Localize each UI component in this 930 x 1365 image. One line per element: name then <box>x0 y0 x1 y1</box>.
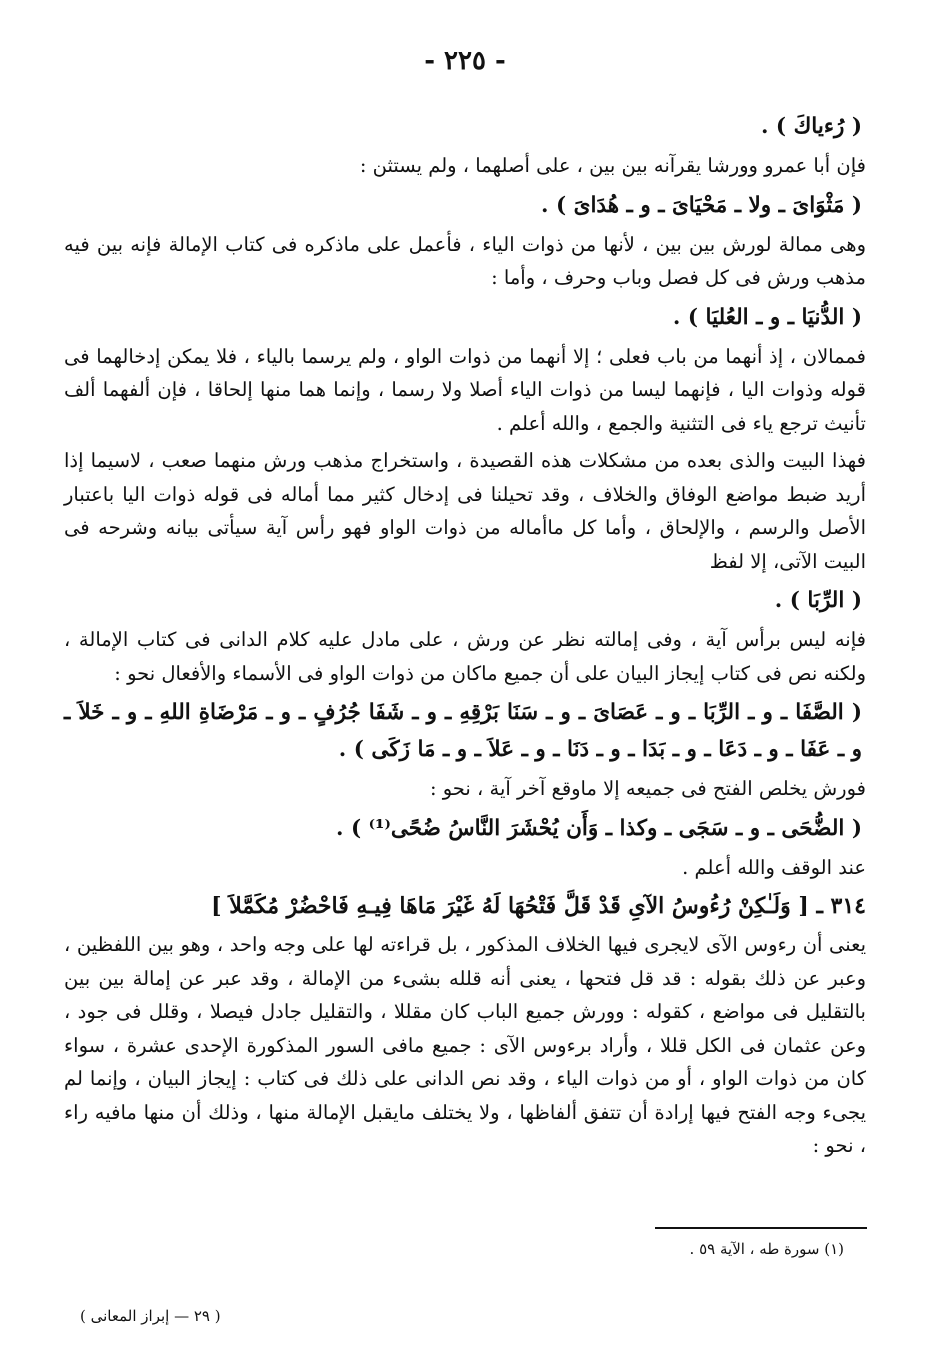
verse-314: ٣١٤ ـ [ وَلَـٰكِنْ رُءُوسُ الآىِ قَدْ قَلَّ فَتْحُهَا لَهُ غَيْرَ مَاهَا فِيـهِ فَاحْضُرْ مُكَمَّلاَ ] <box>211 893 866 919</box>
paragraph: فهذا البيت والذى بعده من مشكلات هذه القصيدة ، واستخراج مذهب ورش منهما صعب ، لاسيما إذا أريد ضبط مواضع الوفاق والخلاف ، وقد تحيلنا فى إدخال كثير مما أماله فى قوله ذوات اليا باعتبار الأصل والرسم ، والإلحاق ، وأما كل ماأماله من ذوات الواو فهو رأس آية سيأتى بيانه وشرحه فى البيت الآتى، إلا لفظ <box>64 449 867 573</box>
quran-quote: ( الضُّحَى ـ و ـ سَجَى ـ وكذا ـ وَأَن يُحْشَرَ النَّاسُ ضُحًى⁽¹⁾ ) . <box>335 815 862 841</box>
quran-quote: ( الدُّنيَا ـ و ـ العُليَا ) . <box>672 304 862 330</box>
paragraph: يعنى أن رءوس الآى لايجرى فيها الخلاف المذكور ، بل قراءته لها على وجه واحد ، وهو بين اللفظين ، وعبر عن ذلك بقوله : قد قل فتحها ، يعنى أنه قلله بشىء من الإمالة ، وقد عبر عن إمالة بين بين بالتقليل فى مواضع ، كقوله : وورش جميع الباب كان مقللا ، والتقليل جادل فيصلا ، وقلل فى جود ، وعن عثمان فى الكل قللا ، وأراد برءوس الآى : جميع مافى السور المذكورة الإحدى عشرة ، سواء كان من ذوات الواو ، أو من ذوات الياء ، وقد نص الدانى على ذلك فى كتاب : إيجاز البيان ، وإنما لم يجىء وجه الفتح فيها إرادة أن تتفق ألفاظها ، ولا يختلف مايقبل الإمالة منها ، وذلك أن منها مافيه راء ، نحو : <box>64 933 866 1157</box>
page-number: - ٢٢٥ - <box>424 46 506 76</box>
paragraph: فإنه ليس برأس آية ، وفى إمالته نظر عن ورش ، على مادل عليه كلام الدانى فى كتاب الإمالة ، ولكنه نص فى كتاب إيجاز البيان على أن جميع ماكان من ذوات الواو فى الأسماء والأفعال نحو : <box>64 628 867 685</box>
quran-quote: ( الرِّبَا ) . <box>774 588 862 613</box>
footnote: (١) سورة طه ، الآية ٥٩ . <box>689 1240 844 1258</box>
quran-quote: ( الصَّفَا ـ و ـ الرِّبَا ـ و ـ عَصَاىَ ـ و ـ سَنَا بَرْقِهِ ـ و ـ شَفَا جُرُفٍ ـ و ـ مَرْضَاةِ اللهِ ـ و ـ خَلاَ ـ و ـ عَفَا ـ و ـ دَعَا ـ و ـ بَدَا ـ و ـ دَنَا ـ و ـ عَلاَ ـ و ـ مَا زَكَى ) . <box>64 700 862 762</box>
paragraph: فإن أبا عمرو وورشا يقرآنه بين بين ، على أصلهما ، ولم يستثن : <box>359 154 866 177</box>
main-text <box>64 108 866 1167</box>
signature-mark: ( ٢٩ — إبراز المعانى ) <box>80 1307 221 1325</box>
quran-quote: ( مَثْوَاىَ ـ ولا ـ مَحْيَاىَ ـ و ـ هُدَاىَ ) . <box>541 192 862 218</box>
paragraph: وهى ممالة لورش بين بين ، لأنها من ذوات الياء ، فأعمل على ماذكره فى كتاب الإمالة فإنه بين فيه مذهب ورش فى كل فصل وباب وحرف ، وأما : <box>64 232 866 289</box>
paragraph: عند الوقف والله أعلم . <box>682 855 866 879</box>
paragraph: فممالان ، إذ أنهما من باب فعلى ؛ إلا أنهما من ذوات الواو ، ولم يرسما بالياء ، فلا يمكن إدخالهما فى قوله وذوات اليا ، فإنهما ليسا من ذوات الياء أصلا ولا رسما ، وإنما هما منها إلحاقا ، فإن ألفهما ألف تأنيث ترجع ياء فى التثنية والجمع ، والله أعلم . <box>64 344 866 435</box>
paragraph: فورش يخلص الفتح فى جميعه إلا ماوقع آخر آية ، نحو : <box>429 777 866 800</box>
quran-quote: ( رُءياكَ ) . <box>760 114 862 139</box>
footnote-divider <box>655 1227 867 1229</box>
